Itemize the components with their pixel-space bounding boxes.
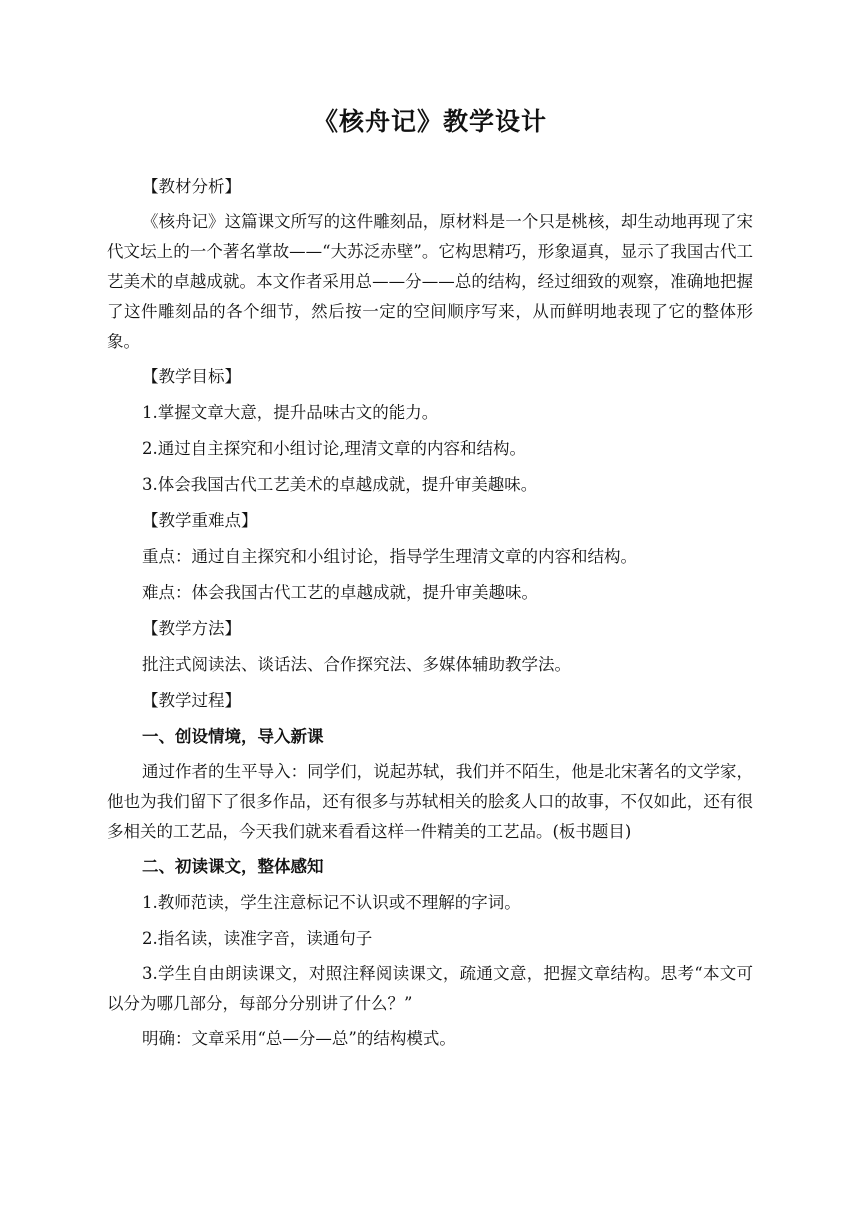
methods-text: 批注式阅读法、谈话法、合作探究法、多媒体辅助教学法。 xyxy=(142,655,571,674)
difficult-point: 难点：体会我国古代工艺的卓越成就，提升审美趣味。 xyxy=(142,583,538,602)
key-point: 重点：通过自主探究和小组讨论，指导学生理清文章的内容和结构。 xyxy=(142,547,637,566)
analysis-paragraph: 《核舟记》这篇课文所写的这件雕刻品，原材料是一个只是桃核，却生动地再现了宋代文坛上的一个著名掌故——“大苏泛赤壁”。它构思精巧，形象逼真，显示了我国古代工艺美术的卓越成就。本文作者采用总——分——总的结构，经过细致的观察，准确地把握了这件雕刻品的各个细节，然后按一定的空间顺序写来，从而鲜明地表现了它的整体形象。 xyxy=(107,212,753,351)
document-title: 《核舟记》教学设计 xyxy=(312,107,547,136)
process-heading: 【教学过程】 xyxy=(142,691,241,710)
methods-heading: 【教学方法】 xyxy=(142,619,241,638)
step2-heading: 二、初读课文，整体感知 xyxy=(142,857,324,876)
step2-item-3: 3.学生自由朗读课文，对照注释阅读课文，疏通文意，把握文章结构。思考“本文可以分为哪几部分，每部分分别讲了什么？” xyxy=(107,964,753,1013)
goal-item-3: 3.体会我国古代工艺美术的卓越成就，提升审美趣味。 xyxy=(142,475,538,494)
step2-clarification: 明确：文章采用“总—分—总”的结构模式。 xyxy=(142,1029,456,1048)
goal-item-2: 2.通过自主探究和小组讨论,理清文章的内容和结构。 xyxy=(142,439,526,458)
step1-heading: 一、创设情境，导入新课 xyxy=(142,727,324,746)
goals-heading: 【教学目标】 xyxy=(142,367,241,386)
goal-item-1: 1.掌握文章大意，提升品味古文的能力。 xyxy=(142,403,439,422)
analysis-heading: 【教材分析】 xyxy=(142,177,241,196)
step2-item-2: 2.指名读，读准字音，读通句子 xyxy=(142,929,373,948)
document-body xyxy=(107,175,753,1063)
key-points-heading: 【教学重难点】 xyxy=(142,511,258,530)
step2-item-1: 1.教师范读，学生注意标记不认识或不理解的字词。 xyxy=(142,893,521,912)
step1-paragraph: 通过作者的生平导入：同学们，说起苏轼，我们并不陌生，他是北宋著名的文学家，他也为我们留下了很多作品，还有很多与苏轼相关的脍炙人口的故事，不仅如此，还有很多相关的工艺品，今天我们就来看看这样一件精美的工艺品。(板书题目) xyxy=(107,762,753,841)
